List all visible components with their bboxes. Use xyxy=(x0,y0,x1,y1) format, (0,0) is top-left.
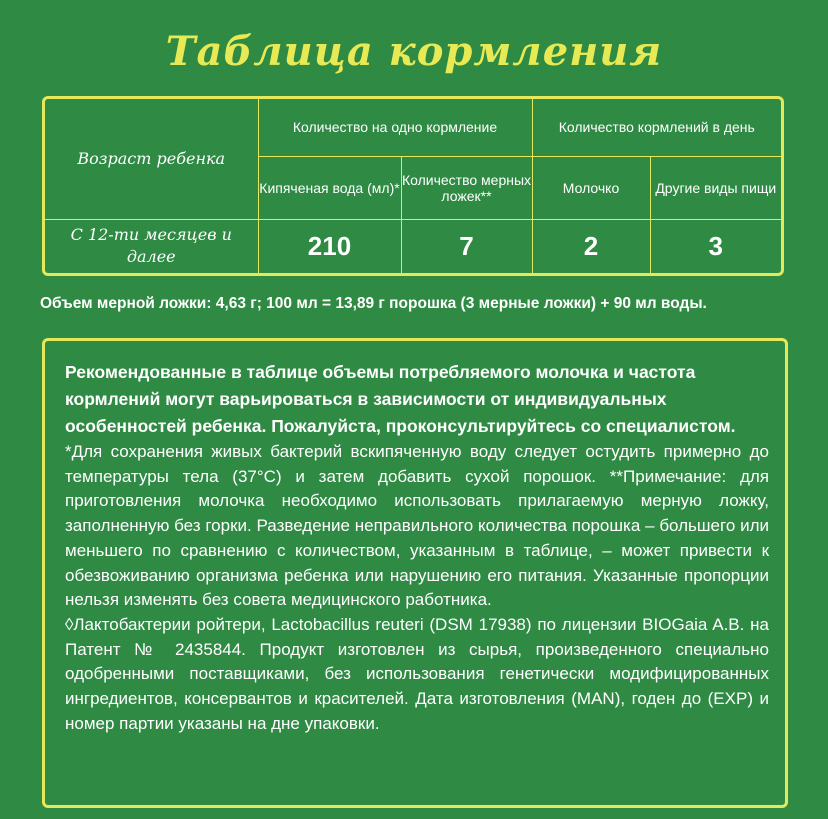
license-note: ◊Лактобактерии ройтери, Lactobacillus reuteri (DSM 17938) по лицензии BIOGaia A.B. на Патент № 2435844. Продукт изготовлен из сырья, произведенного специально одобренными поставщиками, без использования генетически модифицированных ингредиентов, консервантов и красителей. Дата изготовления (MAN), годен до (EXP) и номер партии указаны на дне упаковки. xyxy=(65,614,769,733)
spoons-header: Количество мерных ложек** xyxy=(401,156,532,219)
spoon-volume-note: Объем мерной ложки: 4,63 г; 100 мл = 13,89 г порошка (3 мерные ложки) + 90 мл воды. xyxy=(40,295,707,312)
recommendation-text: Рекомендованные в таблице объемы потребляемого молочка и частота кормлений могут варьироваться в зависимости от индивидуальных особенностей ребенка. Пожалуйста, проконсультируйтесь со специалистом. xyxy=(65,362,736,436)
spoons-cell: 7 xyxy=(401,219,532,273)
water-header: Кипяченая вода (мл)* xyxy=(258,156,401,219)
page-title: Таблица кормления xyxy=(165,28,663,75)
milk-cell: 2 xyxy=(532,219,650,273)
preparation-note: *Для сохранения живых бактерий вскипяченную воду следует остудить примерно до температуры тела (37°С) и затем добавить сухой порошок. **Примечание: для приготовления молочка необходимо использовать прилагаемую мерную ложку, заполненную без горки. Разведение неправильного количества порошка – большего или меньшего по сравнению с количеством, указанным в таблице, – может привести к обезвоживанию организма ребенка или нарушению его питания. Указанные пропорции нельзя изменять без совета медицинского работника. xyxy=(65,442,769,610)
info-panel xyxy=(42,338,788,808)
age-header: Возраст ребенка xyxy=(45,99,258,219)
per-day-header: Количество кормлений в день xyxy=(532,99,781,156)
age-cell: С 12-ти месяцев и далее xyxy=(45,219,258,273)
water-cell: 210 xyxy=(258,219,401,273)
feeding-table xyxy=(45,99,781,273)
per-feeding-header: Количество на одно кормление xyxy=(258,99,532,156)
other-food-header: Другие виды пищи xyxy=(650,156,781,219)
milk-header: Молочко xyxy=(532,156,650,219)
other-food-cell: 3 xyxy=(650,219,781,273)
